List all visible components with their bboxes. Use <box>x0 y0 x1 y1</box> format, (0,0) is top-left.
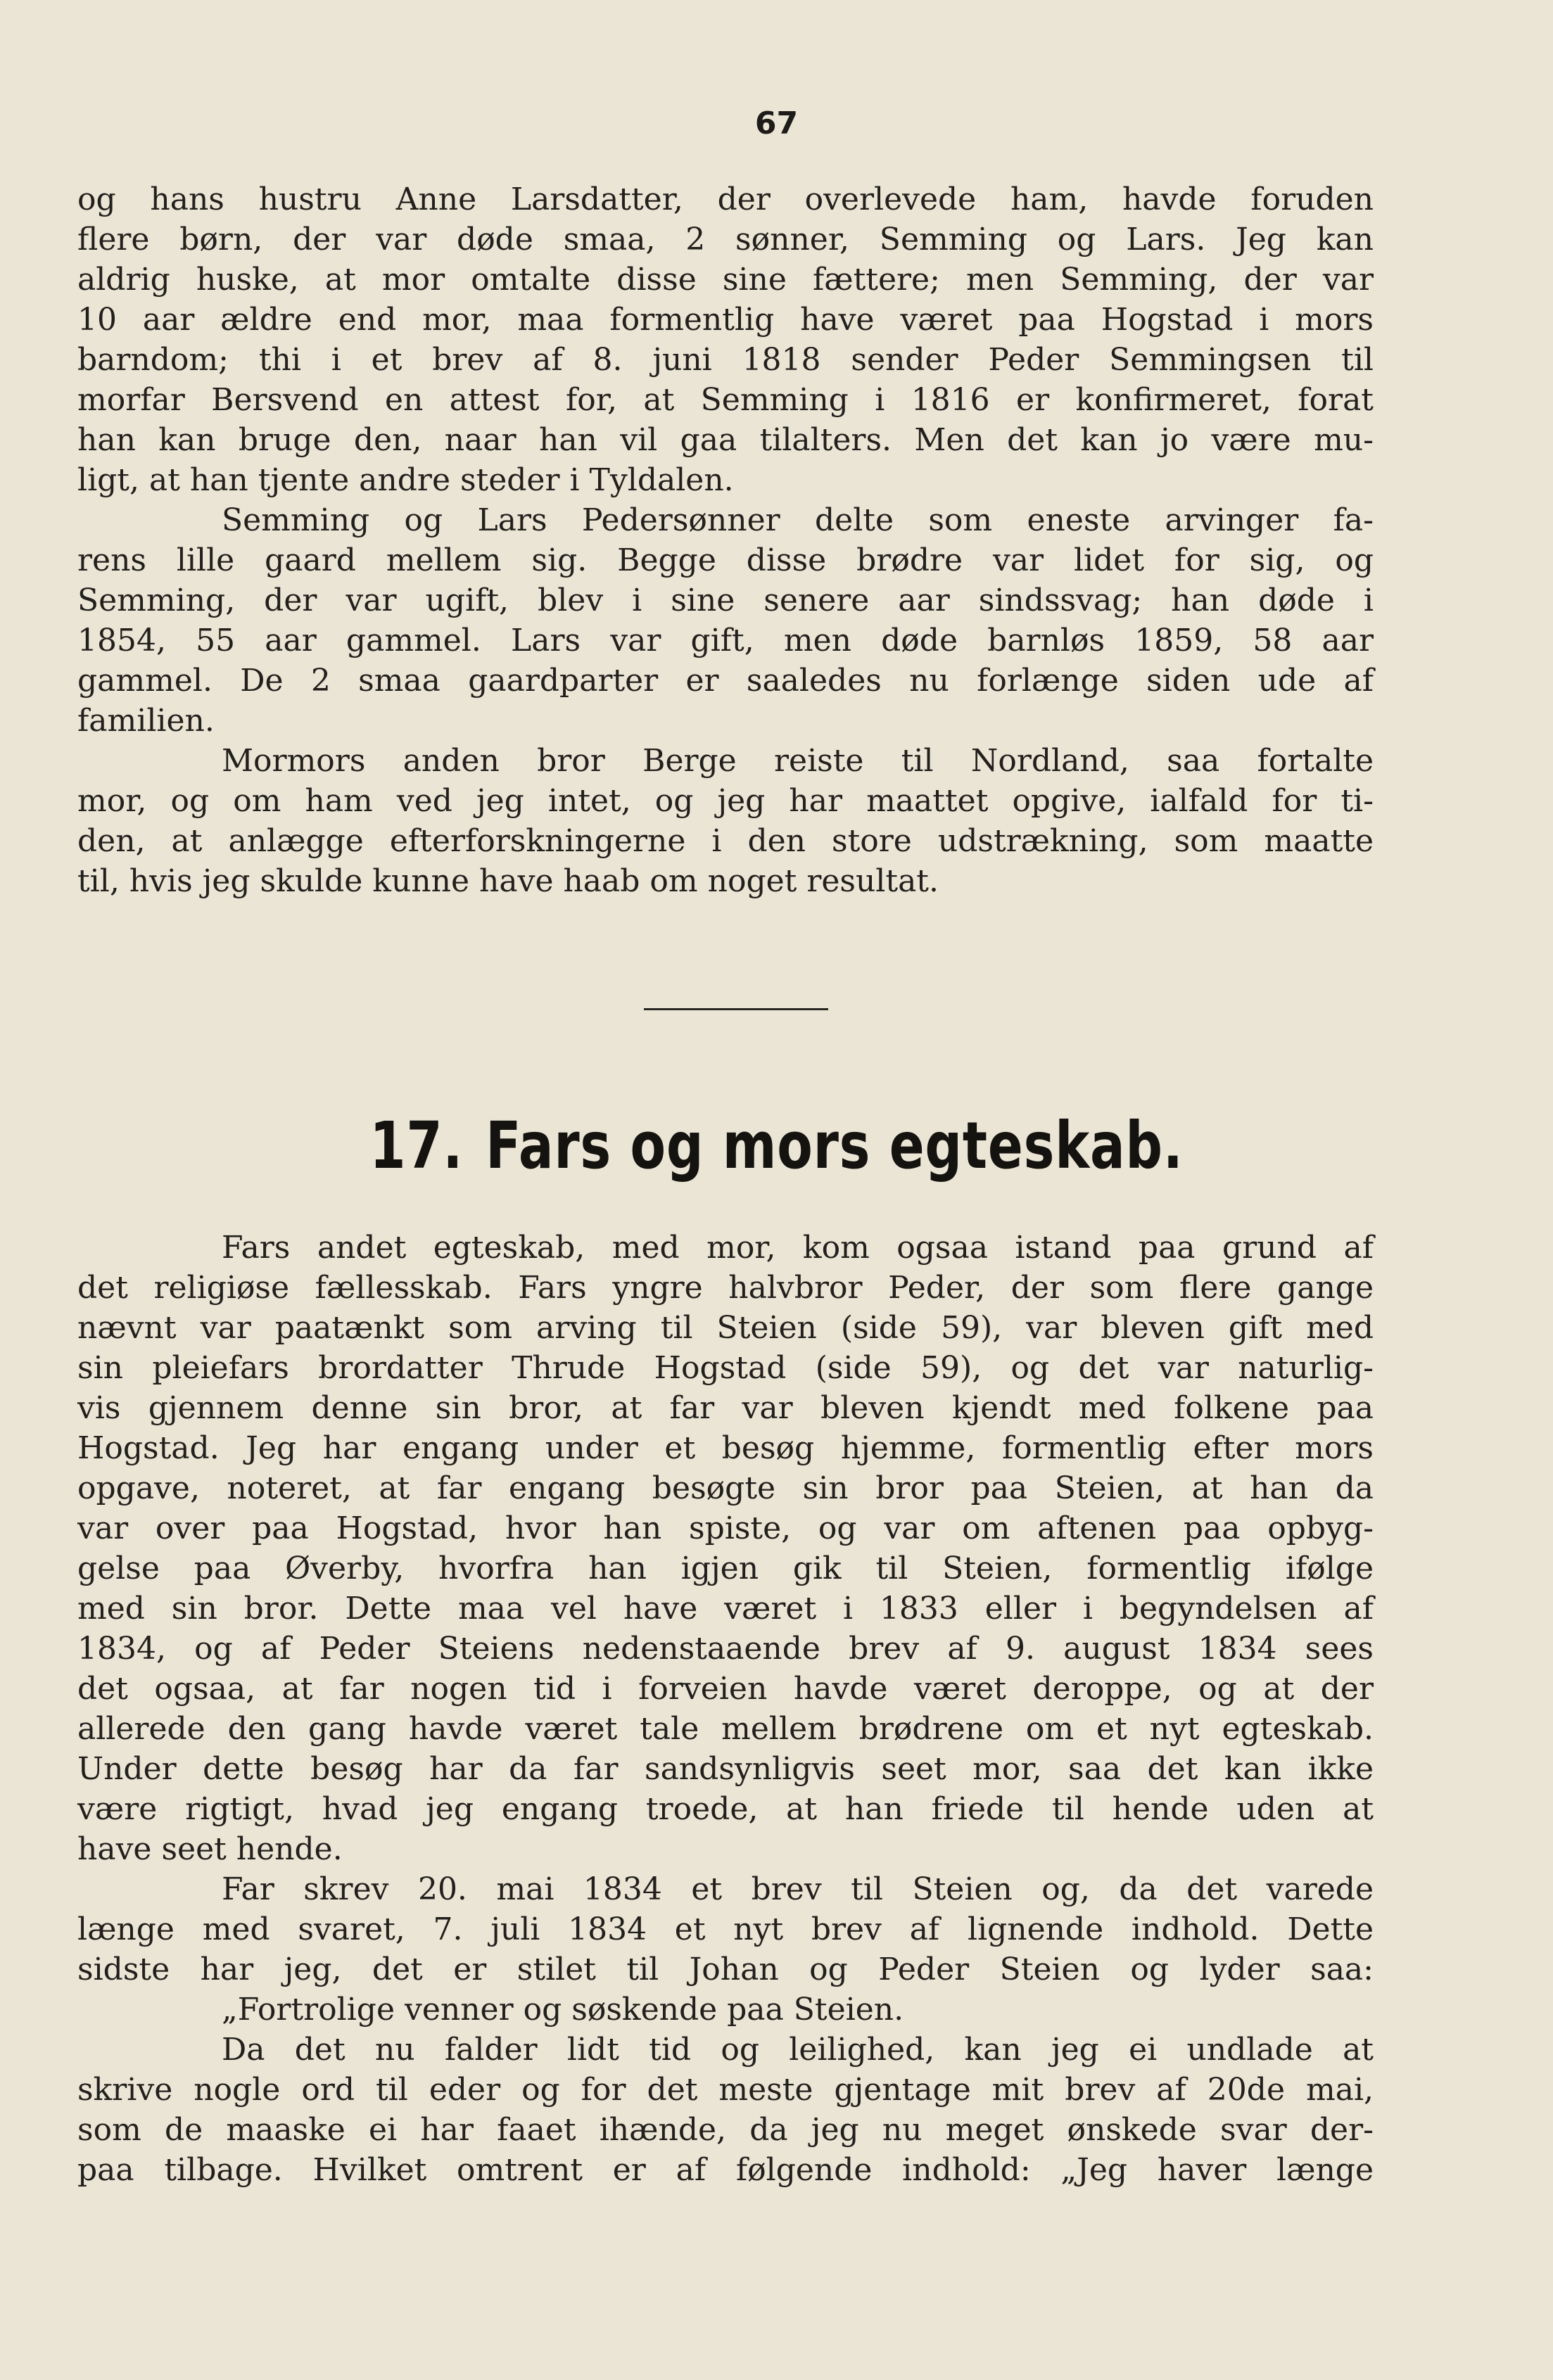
text-line: sin pleiefars brordatter Thrude Hogstad (side 59), og det var naturlig- <box>77 1350 1374 1386</box>
text-line: morfar Bersvend en attest for, at Semming i 1816 er konfirmeret, forat <box>77 382 1374 418</box>
text-line: Semming, der var ugift, blev i sine senere aar sindssvag; han døde i <box>77 583 1374 618</box>
chapter-number: 17. <box>369 1108 464 1183</box>
text-line: med sin bror. Dette maa vel have været i 1833 eller i begyndelsen af <box>77 1591 1374 1627</box>
text-line: 1854, 55 aar gammel. Lars var gift, men døde barnløs 1859, 58 aar <box>77 623 1374 658</box>
text-line: var over paa Hogstad, hvor han spiste, og var om aftenen paa opbyg- <box>77 1510 1374 1546</box>
text-line: til, hvis jeg skulde kunne have haab om noget resultat. <box>77 863 939 899</box>
chapter-heading <box>156 1108 1398 1183</box>
text-line: Mormors anden bror Berge reiste til Nordland, saa fortalte <box>222 743 1374 779</box>
text-line: 1834, og af Peder Steiens nedenstaaende brev af 9. august 1834 sees <box>77 1631 1374 1667</box>
text-line: have seet hende. <box>77 1831 343 1867</box>
text-line: Fars andet egteskab, med mor, kom ogsaa istand paa grund af <box>222 1230 1374 1266</box>
text-line: „Fortrolige venner og søskende paa Steien. <box>222 1992 904 2028</box>
paragraph-block-marriage <box>77 1228 1374 2190</box>
text-line: Semming og Lars Pedersønner delte som eneste arvinger fa- <box>222 502 1374 538</box>
text-line: allerede den gang havde været tale mellem brødrene om et nyt egteskab. <box>77 1711 1374 1747</box>
text-line: gelse paa Øverby, hvorfra han igjen gik til Steien, formentlig ifølge <box>77 1551 1374 1586</box>
paragraph-block-ancestors <box>77 179 1374 901</box>
text-line: paa tilbage. Hvilket omtrent er af følgende indhold: „Jeg haver længe <box>77 2152 1374 2188</box>
text-line: skrive nogle ord til eder og for det meste gjentage mit brev af 20de mai, <box>77 2072 1374 2108</box>
text-line: Hogstad. Jeg har engang under et besøg hjemme, formentlig efter mors <box>77 1430 1374 1466</box>
text-line: opgave, noteret, at far engang besøgte sin bror paa Steien, at han da <box>77 1470 1374 1506</box>
chapter-title: Fars og mors egteskab. <box>486 1108 1184 1183</box>
text-line: sidste har jeg, det er stilet til Johan og Peder Steien og lyder saa: <box>77 1952 1374 1987</box>
text-line: gammel. De 2 smaa gaardparter er saaledes nu forlænge siden ude af <box>77 663 1374 699</box>
text-line: nævnt var paatænkt som arving til Steien (side 59), var bleven gift med <box>77 1310 1374 1346</box>
text-line: være rigtigt, hvad jeg engang troede, at han friede til hende uden at <box>77 1791 1374 1827</box>
text-line: det religiøse fællesskab. Fars yngre halvbror Peder, der som flere gange <box>77 1270 1374 1306</box>
text-line: Under dette besøg har da far sandsynligvis seet mor, saa det kan ikke <box>77 1751 1374 1787</box>
page-number: 67 <box>754 106 799 141</box>
text-line: vis gjennem denne sin bror, at far var bleven kjendt med folkene paa <box>77 1390 1374 1426</box>
text-line: den, at anlægge efterforskningerne i den store udstrækning, som maatte <box>77 823 1374 859</box>
text-line: Da det nu falder lidt tid og leilighed, kan jeg ei undlade at <box>222 2032 1374 2068</box>
text-line: familien. <box>77 703 215 739</box>
text-line: som de maaske ei har faaet ihænde, da jeg nu meget ønskede svar der- <box>77 2112 1374 2148</box>
section-divider <box>644 1008 828 1010</box>
text-line: 10 aar ældre end mor, maa formentlig have været paa Hogstad i mors <box>77 302 1374 338</box>
text-line: ligt, at han tjente andre steder i Tyldalen. <box>77 462 734 498</box>
text-line: barndom; thi i et brev af 8. juni 1818 sender Peder Semmingsen til <box>77 342 1374 378</box>
text-line: rens lille gaard mellem sig. Begge disse brødre var lidet for sig, og <box>77 542 1374 578</box>
text-line: længe med svaret, 7. juli 1834 et nyt brev af lignende indhold. Dette <box>77 1911 1374 1947</box>
text-line: han kan bruge den, naar han vil gaa tilalters. Men det kan jo være mu- <box>77 422 1374 458</box>
text-line: det ogsaa, at far nogen tid i forveien havde været deroppe, og at der <box>77 1671 1374 1707</box>
text-line: Far skrev 20. mai 1834 et brev til Steien og, da det varede <box>222 1871 1374 1907</box>
text-line: mor, og om ham ved jeg intet, og jeg har maattet opgive, ialfald for ti- <box>77 783 1374 819</box>
text-line: aldrig huske, at mor omtalte disse sine fættere; men Semming, der var <box>77 262 1374 298</box>
text-line: flere børn, der var døde smaa, 2 sønner, Semming og Lars. Jeg kan <box>77 222 1374 257</box>
text-line: og hans hustru Anne Larsdatter, der overlevede ham, havde foruden <box>77 182 1374 217</box>
